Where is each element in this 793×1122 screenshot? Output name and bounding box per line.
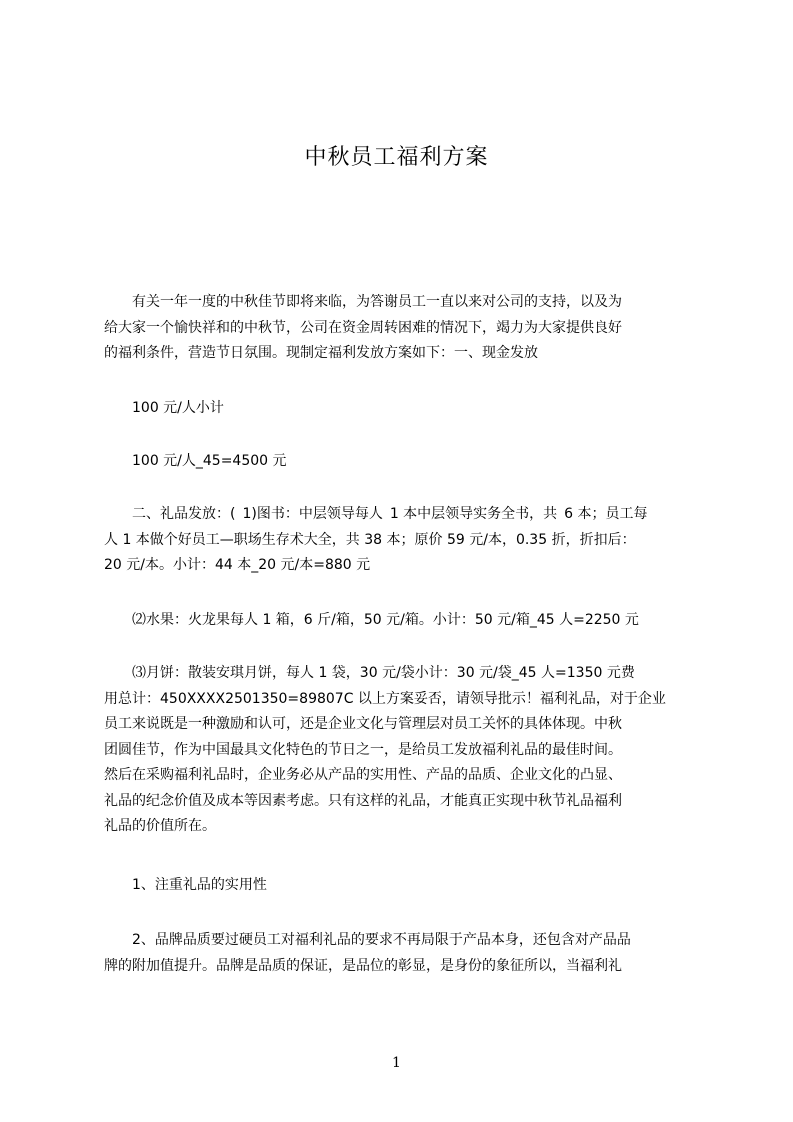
text-line: 100 元/人小计 [104,400,224,416]
text-line: 用总计：450XXXX2501350=89807C 以上方案妥否，请领导批示！福利礼品，对于企业 [104,690,666,707]
paragraph-gifts-mooncakes [104,661,700,840]
paragraph-gifts-fruit [104,608,700,634]
text-line: 二、礼品发放：( 1)图书：中层领导每人 1 本中层领导实务全书，共 6 本；员工每 [104,506,648,522]
text-line: ⑵水果：火龙果每人 1 箱，6 斤/箱，50 元/箱。小计：50 元/箱_45 人=2250 元 [104,612,639,628]
paragraph-practicality [104,873,700,899]
text-line: 20 元/本。小计：44 本_20 元/本=880 元 [104,557,371,573]
text-line: 100 元/人_45=4500 元 [104,453,287,469]
text-line: 礼品的纪念价值及成本等因素考虑。只有这样的礼品，才能真正实现中秋节礼品福利 [104,792,622,809]
paragraph-brand-quality [104,928,700,979]
paragraph-cash-rate [104,396,700,422]
text-line: 的福利条件，营造节日氛围。现制定福利发放方案如下：一、现金发放 [104,345,538,361]
text-line: 给大家一个愉快祥和的中秋节，公司在资金周转困难的情况下，竭力为大家提供良好 [104,319,622,336]
paragraph-cash-total [104,449,700,475]
text-line: 然后在采购福利礼品时，企业务必从产品的实用性、产品的品质、企业文化的凸显、 [104,767,622,783]
text-line: 礼品的价值所在。 [104,818,216,834]
text-line: ⑶月饼：散装安琪月饼，每人 1 袋，30 元/袋小计：30 元/袋_45 人=1350 元费 [104,665,635,681]
paragraph-intro [104,290,700,367]
text-line: 员工来说既是一种激励和认可，还是企业文化与管理层对员工关怀的具体体现。中秋 [104,716,622,732]
text-line: 团圆佳节，作为中国最具文化特色的节日之一，是给员工发放福利礼品的最佳时间。 [104,741,622,758]
text-line: 2、品牌品质要过硬员工对福利礼品的要求不再局限于产品本身，还包含对产品品 [104,932,631,948]
text-line: 1、注重礼品的实用性 [104,877,267,893]
text-line: 有关一年一度的中秋佳节即将来临，为答谢员工一直以来对公司的支持，以及为 [104,294,622,310]
document-title: 中秋员工福利方案 [304,145,489,170]
text-line: 人 1 本做个好员工—职场生存术大全，共 38 本；原价 59 元/本，0.35 折，折扣后： [104,531,636,548]
text-line: 牌的附加值提升。品牌是品质的保证，是品位的彰显，是身份的象征所以，当福利礼 [104,957,622,974]
paragraph-gifts-books [104,502,700,579]
page-number: 1 [392,1055,401,1071]
